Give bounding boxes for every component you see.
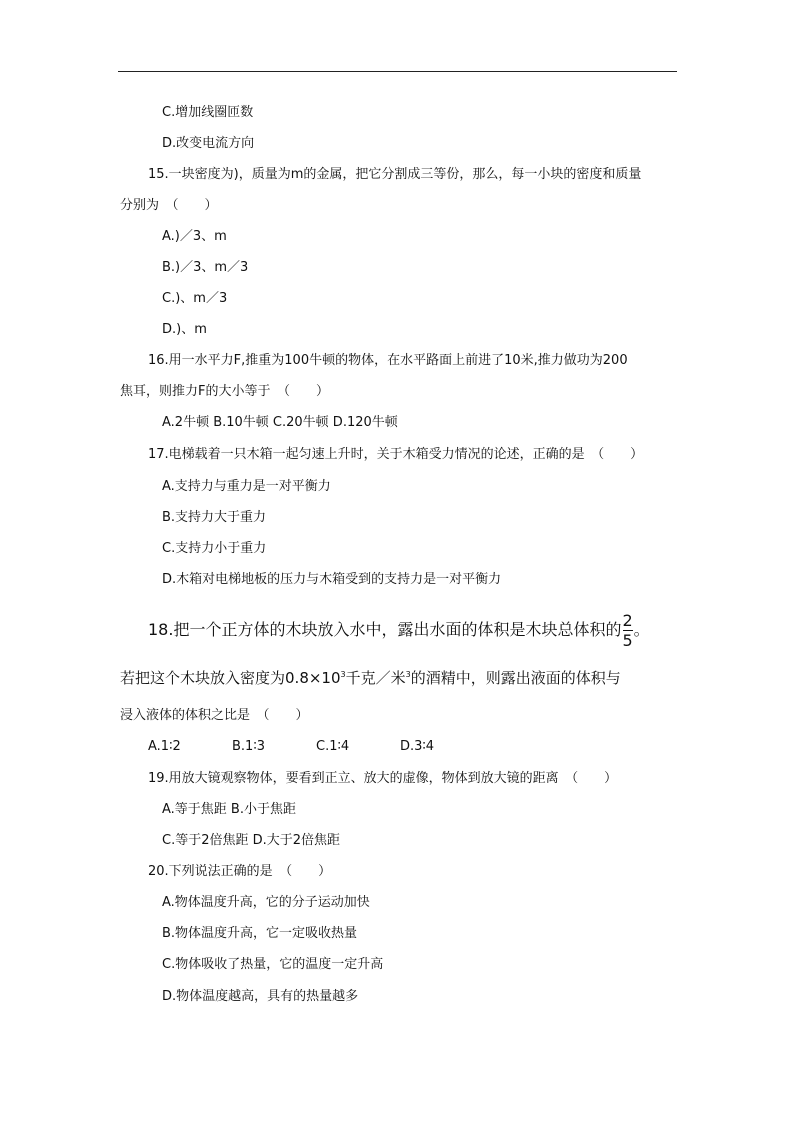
q15-option-a: A.)／3、m xyxy=(162,229,227,244)
q17-stem: 17.电梯载着一只木箱一起匀速上升时，关于木箱受力情况的论述，正确的是 （ ） xyxy=(148,447,644,462)
q18-density-text: 若把这个木块放入密度为0.8×10 xyxy=(120,669,341,687)
q20-option-d: D.物体温度越高，具有的热量越多 xyxy=(162,989,359,1004)
fraction-denominator: 5 xyxy=(622,631,633,650)
exponent: 3 xyxy=(405,670,411,679)
q19-stem: 19.用放大镜观察物体，要看到正立、放大的虚像，物体到放大镜的距离 （ ） xyxy=(148,771,618,786)
exponent: 3 xyxy=(340,670,346,679)
q19-options-line2: C.等于2倍焦距 D.大于2倍焦距 xyxy=(162,833,341,848)
q20-option-c: C.物体吸收了热量，它的温度一定升高 xyxy=(162,957,384,972)
q20-option-b: B.物体温度升高，它一定吸收热量 xyxy=(162,926,358,941)
q17-option-b: B.支持力大于重力 xyxy=(162,510,267,525)
q18-unit-text: 千克／米 xyxy=(345,669,406,687)
q17-option-d: D.木箱对电梯地板的压力与木箱受到的支持力是一对平衡力 xyxy=(162,572,502,587)
q18-option-b: B.1∶3 xyxy=(232,739,265,754)
q18-option-c: C.1∶4 xyxy=(316,739,350,754)
q18-option-a: A.1∶2 xyxy=(148,739,181,754)
q15-option-d: D.)、m xyxy=(162,322,207,337)
q18-line2-end: 的酒精中，则露出液面的体积与 xyxy=(410,669,621,687)
q15-stem-line1: 15.一块密度为)，质量为m的金属，把它分割成三等份，那么，每一小块的密度和质量 xyxy=(148,167,642,182)
q17-option-c: C.支持力小于重力 xyxy=(162,541,267,556)
q16-stem-line1: 16.用一水平力F,推重为100牛顿的物体，在水平路面上前进了10米,推力做功为200 xyxy=(148,353,628,368)
fraction xyxy=(622,613,632,648)
q17-option-a: A.支持力与重力是一对平衡力 xyxy=(162,479,331,494)
q15-option-b: B.)／3、m／3 xyxy=(162,260,249,275)
q14-option-d: D.改变电流方向 xyxy=(162,136,255,151)
q14-option-c: C.增加线圈匝数 xyxy=(162,105,254,120)
fraction-numerator: 2 xyxy=(622,611,633,630)
q18-stem-line2 xyxy=(120,667,621,689)
q15-option-c: C.)、m／3 xyxy=(162,291,228,306)
q18-stem-line3: 浸入液体的体积之比是 （ ） xyxy=(120,708,309,723)
q20-option-a: A.物体温度升高，它的分子运动加快 xyxy=(162,895,370,910)
q20-stem: 20.下列说法正确的是 （ ） xyxy=(148,864,332,879)
q18-options xyxy=(148,738,434,756)
q18-stem-period: 。 xyxy=(633,620,650,639)
q16-options: A.2牛顿 B.10牛顿 C.20牛顿 D.120牛顿 xyxy=(162,415,398,430)
q18-option-d: D.3∶4 xyxy=(400,739,435,754)
q18-stem-line1 xyxy=(148,613,650,648)
q16-stem-line2: 焦耳，则推力F的大小等于 （ ） xyxy=(120,384,329,399)
header-rule xyxy=(118,71,677,72)
q18-stem-text: 18.把一个正方体的木块放入水中，露出水面的体积是木块总体积的 xyxy=(148,620,622,639)
q19-options-line1: A.等于焦距 B.小于焦距 xyxy=(162,802,296,817)
q15-stem-line2: 分别为 （ ） xyxy=(120,198,218,213)
